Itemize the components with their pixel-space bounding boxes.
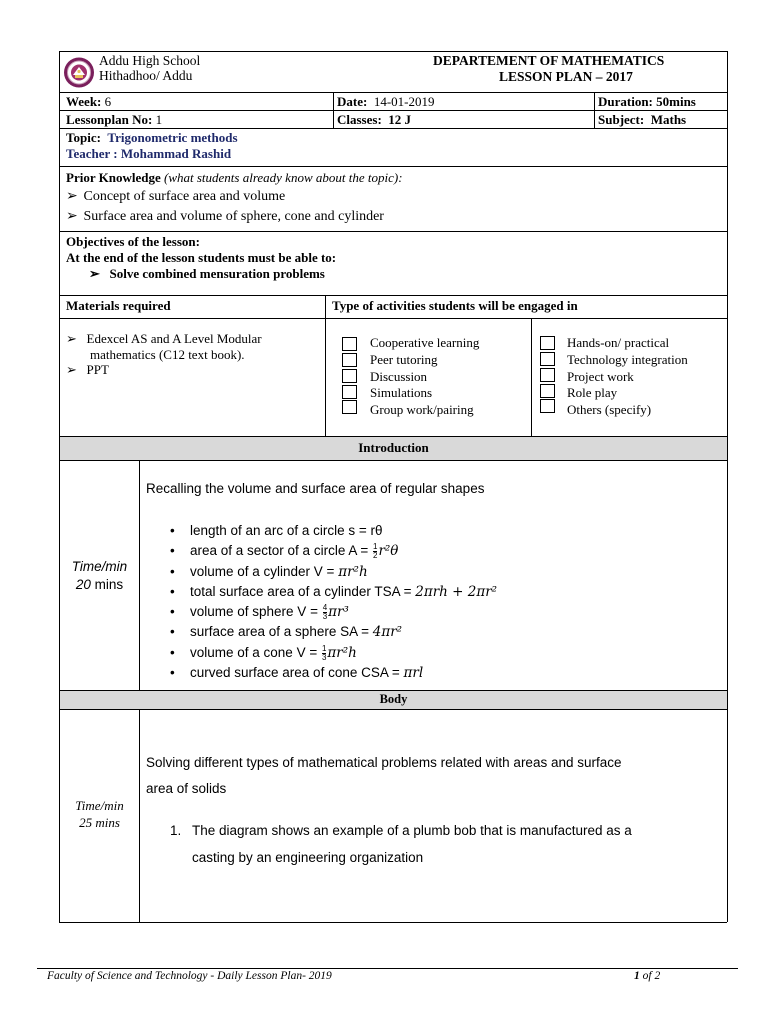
school-name: Addu High School	[99, 53, 201, 68]
checkbox-cooperative-learning[interactable]	[342, 337, 357, 351]
materials-list	[66, 331, 262, 378]
page-number: 1 of 2	[634, 970, 661, 982]
activities-heading: Type of activities students will be engaged in	[332, 298, 578, 313]
formula-cylinder-tsa: • total surface area of a cylinder TSA = 2πrh + 2πr²	[146, 582, 497, 602]
list-item: ➢ Solve combined mensuration problems	[89, 266, 325, 281]
body-heading: Body	[379, 692, 408, 706]
checkbox-peer-tutoring[interactable]	[342, 353, 357, 367]
checkbox-group-work[interactable]	[342, 400, 357, 414]
week-field: Week: 6	[66, 94, 112, 109]
formula-arc-length: • length of an arc of a circle s = rθ	[146, 521, 497, 541]
document-title: LESSON PLAN – 2017	[499, 69, 633, 84]
activity-label: Project work	[567, 368, 634, 384]
checkbox-role-play[interactable]	[540, 384, 555, 398]
checkbox-simulations[interactable]	[342, 385, 357, 399]
formula-sector-area: • area of a sector of a circle A = $\frac{1}{2}$ r²θ	[146, 541, 497, 561]
date-field: Date: 14-01-2019	[337, 94, 435, 109]
activity-label: Cooperative learning	[370, 335, 480, 350]
activity-label: Peer tutoring	[370, 351, 438, 367]
activity-label: Others (specify)	[567, 402, 652, 418]
topic-field: Topic: Trigonometric methods	[66, 130, 238, 145]
list-item-continued: mathematics (C12 text book).	[90, 346, 245, 362]
question-number: 1.	[170, 823, 182, 838]
formula-cone-csa: • curved surface area of cone CSA = πrl	[146, 663, 497, 683]
formula-sphere-area: • surface area of a sphere SA = 4πr²	[146, 622, 497, 642]
footer-text: Faculty of Science and Technology - Daily Lesson Plan- 2019	[47, 970, 332, 982]
teacher-field: Teacher : Mohammad Rashid	[66, 146, 232, 161]
list-item: ➢ Concept of surface area and volume	[66, 189, 286, 204]
body-time-value: 25 mins	[79, 815, 120, 830]
list-item: ➢ Surface area and volume of sphere, cone and cylinder	[66, 208, 384, 224]
body-line-1: Solving different types of mathematical problems related with areas and surface	[146, 755, 622, 770]
activities-right-list	[567, 335, 688, 419]
lessonplan-field: Lessonplan No: 1	[66, 112, 163, 127]
body-time-label: Time/min	[75, 798, 124, 813]
formula-cone-volume: • volume of a cone V = $\frac{1}{3}$ πr²h	[146, 643, 497, 663]
introduction-heading: Introduction	[358, 440, 429, 455]
activity-label: Hands-on/ practical	[567, 335, 670, 350]
body-line-2: area of solids	[146, 781, 227, 796]
formula-sphere-volume: • volume of sphere V = $\frac{4}{3}$ πr³	[146, 602, 497, 622]
objectives-heading: Objectives of the lesson:	[66, 234, 200, 249]
department-title: DEPARTEMENT OF MATHEMATICS	[433, 53, 665, 68]
classes-field: Classes: 12 J	[337, 112, 412, 127]
prior-knowledge-list	[66, 187, 384, 226]
activity-label: Technology integration	[567, 351, 688, 367]
question-1	[170, 817, 632, 871]
materials-heading: Materials required	[66, 298, 171, 313]
checkbox-project-work[interactable]	[540, 368, 555, 382]
activity-label: Role play	[567, 385, 618, 401]
checkbox-others[interactable]	[540, 399, 555, 413]
formula-list	[146, 521, 497, 683]
school-logo	[62, 56, 96, 89]
subject-field: Subject: Maths	[598, 112, 687, 127]
duration-field: Duration: 50mins	[598, 94, 696, 109]
checkbox-technology[interactable]	[540, 352, 555, 366]
prior-knowledge-heading: Prior Knowledge (what students already know about the topic):	[66, 170, 403, 185]
checkbox-hands-on[interactable]	[540, 336, 555, 350]
activity-label: Group work/pairing	[370, 402, 474, 418]
intro-lead: Recalling the volume and surface area of regular shapes	[146, 481, 485, 496]
intro-time-value: 20 mins	[75, 577, 124, 592]
objectives-intro: At the end of the lesson students must be able to:	[66, 250, 337, 265]
question-text: The diagram shows an example of a plumb bob that is manufactured as a	[192, 823, 632, 838]
school-location: Hithadhoo/ Addu	[99, 68, 193, 83]
list-item: ➢ Edexcel AS and A Level Modular	[66, 331, 262, 346]
activities-left-list	[370, 335, 479, 419]
intro-time-label: Time/min	[71, 559, 128, 574]
checkbox-discussion[interactable]	[342, 369, 357, 383]
list-item: ➢ PPT	[66, 362, 109, 377]
formula-cylinder-volume: • volume of a cylinder V = πr²h	[146, 562, 497, 582]
question-text-continued: casting by an engineering organization	[192, 850, 424, 865]
activity-label: Discussion	[370, 368, 428, 384]
activity-label: Simulations	[370, 385, 433, 401]
